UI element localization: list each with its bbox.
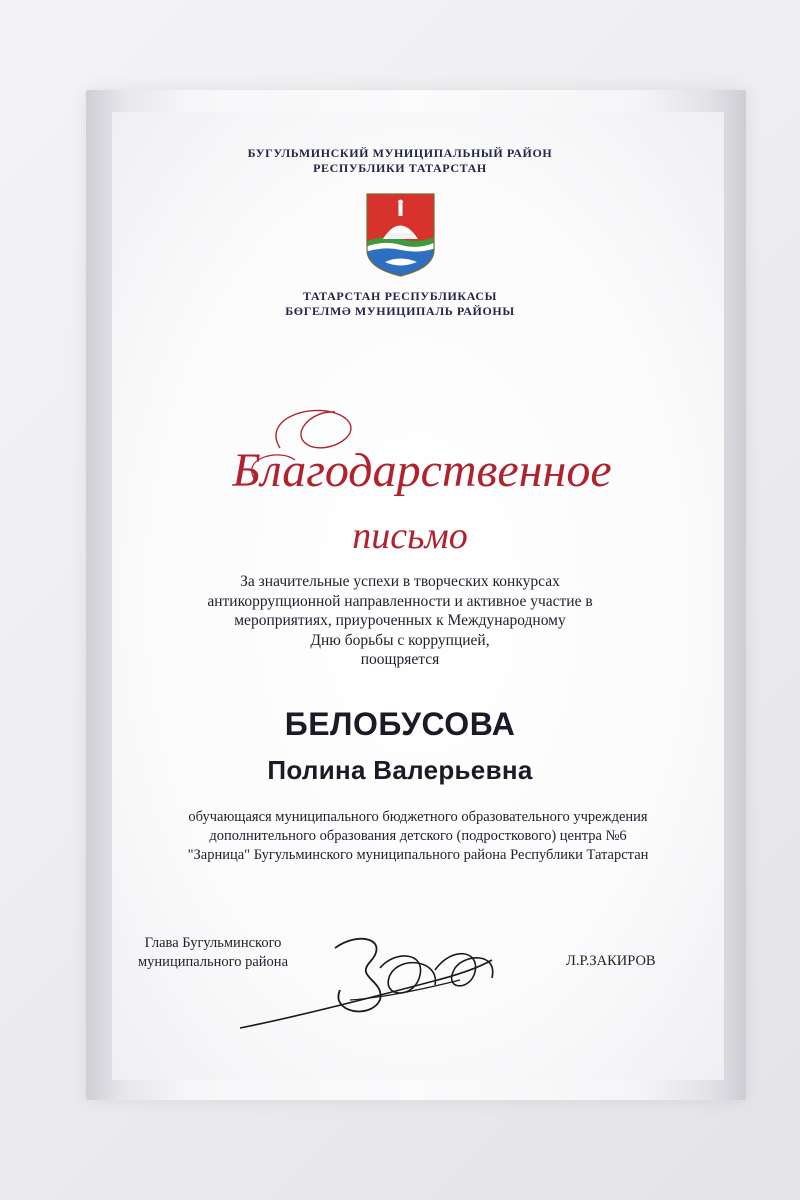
header-tatar-line2: БӨГЕЛМӘ МУНИЦИПАЛЬ РАЙОНЫ xyxy=(285,304,515,318)
header-tatar-line1: ТАТАРСТАН РЕСПУБЛИКАСЫ xyxy=(302,289,498,303)
reason-line: антикоррупционной направленности и активное участие в xyxy=(207,592,593,610)
description-line: обучающаяся муниципального бюджетного образовательного учреждения xyxy=(188,809,648,825)
signatory-name: Л.Р.ЗАКИРОВ xyxy=(566,953,656,969)
reason-line: мероприятиях, приуроченных к Международному xyxy=(234,612,566,629)
description-line: "Зарница" Бугульминского муниципального района Республики Татарстан xyxy=(187,847,649,863)
recipient-description xyxy=(18,808,800,865)
recipient-given-names: Полина Валерьевна xyxy=(267,755,533,785)
coat-of-arms-icon xyxy=(365,192,436,277)
certificate-title xyxy=(160,388,660,568)
title-line2: письмо xyxy=(352,515,468,557)
reason-line: Дню борьбы с коррупцией, xyxy=(310,631,490,649)
handwritten-signature xyxy=(230,920,510,1050)
description-line: дополнительного образования детского (подросткового) центра №6 xyxy=(209,828,627,844)
recipient-surname: БЕЛОБУСОВА xyxy=(284,706,516,742)
header-russian-line2: РЕСПУБЛИКИ ТАТАРСТАН xyxy=(313,161,487,175)
reason-line: поощряется xyxy=(360,651,440,668)
title-line1: Благодарственное xyxy=(232,444,612,497)
signatory-position-line2: муниципального района xyxy=(138,954,288,970)
reason-text xyxy=(0,572,800,670)
header-russian xyxy=(0,146,800,176)
reason-line: За значительные успехи в творческих конкурсах xyxy=(240,573,560,590)
header-tatar xyxy=(0,289,800,319)
signatory-position-line1: Глава Бугульминского xyxy=(144,935,282,951)
header-russian-line1: БУГУЛЬМИНСКИЙ МУНИЦИПАЛЬНЫЙ РАЙОН xyxy=(247,146,553,160)
